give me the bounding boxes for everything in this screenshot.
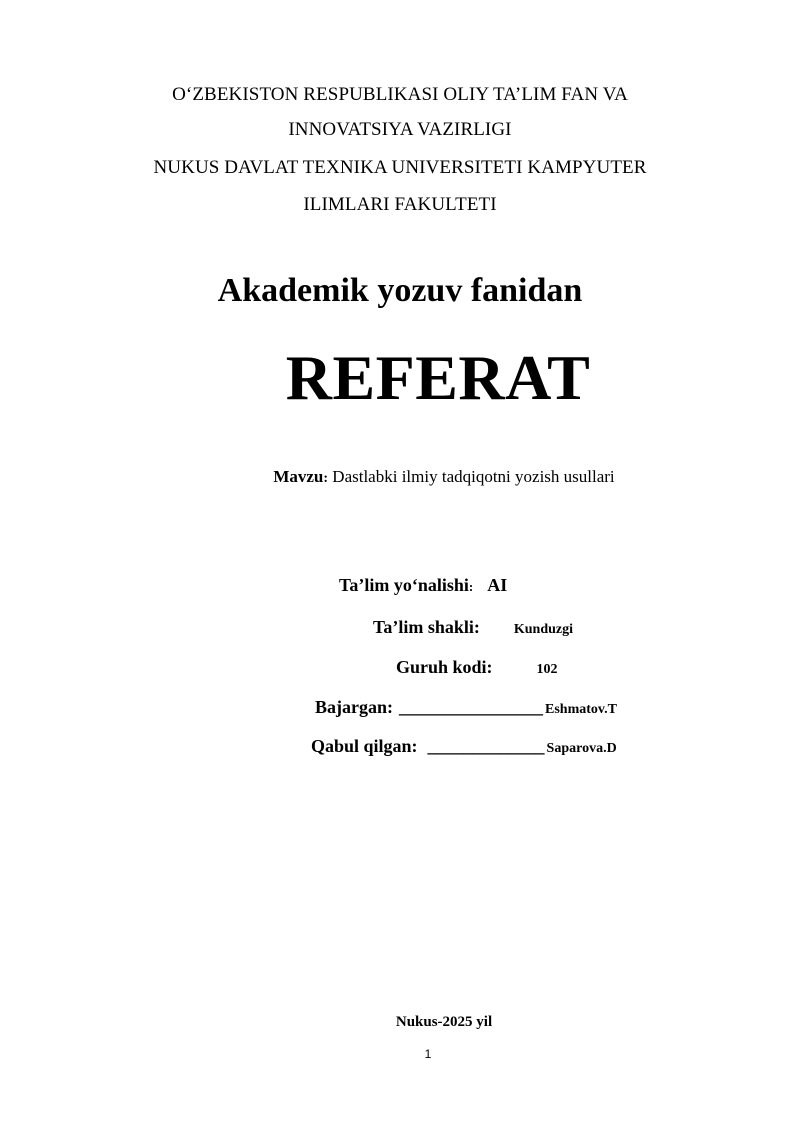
direction-field bbox=[339, 575, 507, 596]
performed-by-label: Bajargan: bbox=[315, 697, 393, 717]
university-header-line-1: NUKUS DAVLAT TEXNIKA UNIVERSITETI KAMPYUTER bbox=[153, 157, 647, 178]
direction-label: Ta’lim yo‘nalishi bbox=[339, 575, 469, 595]
direction-colon: : bbox=[468, 579, 474, 594]
topic-value: Dastlabki ilmiy tadqiqotni yozish usullari bbox=[332, 467, 615, 486]
page-number: 1 bbox=[424, 1047, 432, 1061]
topic-label: Mavzu bbox=[273, 467, 324, 486]
accepted-by-value: Saparova.D bbox=[546, 741, 617, 756]
university-header-line-2: ILIMLARI FAKULTETI bbox=[303, 194, 497, 215]
city-year: Nukus-2025 yil bbox=[395, 1014, 493, 1030]
performed-by-field bbox=[315, 697, 617, 718]
group-code-field bbox=[396, 657, 558, 678]
accepted-by-blank-line: _____________ bbox=[427, 736, 545, 756]
document-type-title: REFERAT bbox=[285, 342, 591, 413]
accepted-by-label: Qabul qilgan: bbox=[311, 736, 418, 756]
performed-by-value: Eshmatov.T bbox=[545, 702, 617, 717]
study-form-value: Kunduzgi bbox=[513, 622, 574, 637]
ministry-header-line-2: INNOVATSIYA VAZIRLIGI bbox=[288, 119, 512, 140]
group-code-label: Guruh kodi: bbox=[396, 657, 493, 677]
topic-line bbox=[44, 467, 800, 487]
direction-value: AI bbox=[487, 575, 508, 595]
topic-colon: : bbox=[323, 471, 329, 486]
study-form-field bbox=[373, 617, 573, 638]
accepted-by-field bbox=[311, 736, 617, 757]
subject-title: Akademik yozuv fanidan bbox=[217, 272, 583, 309]
study-form-label: Ta’lim shakli: bbox=[373, 617, 480, 637]
group-code-value: 102 bbox=[536, 662, 558, 677]
ministry-header-line-1: O‘ZBEKISTON RESPUBLIKASI OLIY TA’LIM FAN VA bbox=[172, 84, 628, 105]
performed-by-blank-line: ________________ bbox=[399, 697, 543, 717]
